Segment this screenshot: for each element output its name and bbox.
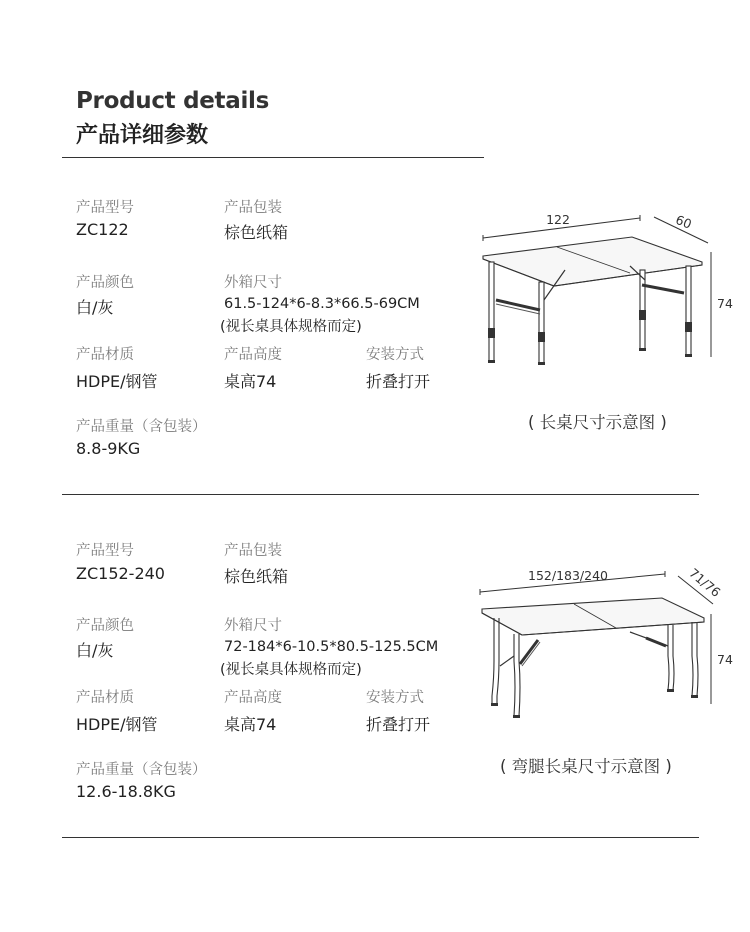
weight-value: 12.6-18.8KG <box>76 782 176 801</box>
dim-length-2: 152/183/240 <box>528 568 608 583</box>
box-size-note: (视长桌具体规格而定) <box>220 662 362 678</box>
height-label: 产品高度 <box>224 690 282 706</box>
weight-value: 8.8-9KG <box>76 439 141 458</box>
material-label: 产品材质 <box>76 347 134 363</box>
diagram-caption-2: ( 弯腿长桌尺寸示意图 ) <box>500 757 672 776</box>
box-size-value: 72-184*6-10.5*80.5-125.5CM <box>224 639 439 655</box>
height-value: 桌高74 <box>224 372 277 391</box>
weight-label: 产品重量（含包装） <box>76 419 207 435</box>
install-value: 折叠打开 <box>366 715 431 734</box>
box-size-value: 61.5-124*6-8.3*66.5-69CM <box>224 296 420 312</box>
table-diagram-1 <box>470 200 740 385</box>
install-value: 折叠打开 <box>366 372 431 391</box>
model-label: 产品型号 <box>76 543 134 559</box>
package-label: 产品包装 <box>224 543 282 559</box>
install-label: 安装方式 <box>366 690 424 706</box>
height-label: 产品高度 <box>224 347 282 363</box>
model-value: ZC122 <box>76 220 129 239</box>
color-label: 产品颜色 <box>76 618 134 634</box>
package-value: 棕色纸箱 <box>224 567 289 586</box>
height-value: 桌高74 <box>224 715 277 734</box>
box-size-label: 外箱尺寸 <box>224 275 282 291</box>
model-value: ZC152-240 <box>76 564 165 583</box>
material-value: HDPE/钢管 <box>76 372 158 391</box>
table-diagram-2 <box>470 556 740 726</box>
dim-height-1: 74 <box>717 296 733 311</box>
dim-height-2: 74 <box>717 652 733 667</box>
material-value: HDPE/钢管 <box>76 715 158 734</box>
title-divider <box>62 157 484 158</box>
install-label: 安装方式 <box>366 347 424 363</box>
diagram-caption-1: ( 长桌尺寸示意图 ) <box>528 413 667 432</box>
package-label: 产品包装 <box>224 200 282 216</box>
dim-width-1: 60 <box>673 211 694 232</box>
page-title-cn: 产品详细参数 <box>76 123 209 148</box>
page-title-en: Product details <box>76 88 270 114</box>
color-label: 产品颜色 <box>76 275 134 291</box>
dim-length-1: 122 <box>546 212 570 227</box>
model-label: 产品型号 <box>76 200 134 216</box>
section-divider-1 <box>62 494 699 495</box>
box-size-label: 外箱尺寸 <box>224 618 282 634</box>
color-value: 白/灰 <box>76 641 114 660</box>
material-label: 产品材质 <box>76 690 134 706</box>
section-divider-2 <box>62 837 699 838</box>
package-value: 棕色纸箱 <box>224 223 289 242</box>
weight-label: 产品重量（含包装） <box>76 762 207 778</box>
dim-width-2: 71/76 <box>686 565 724 600</box>
color-value: 白/灰 <box>76 298 114 317</box>
box-size-note: (视长桌具体规格而定) <box>220 319 362 335</box>
